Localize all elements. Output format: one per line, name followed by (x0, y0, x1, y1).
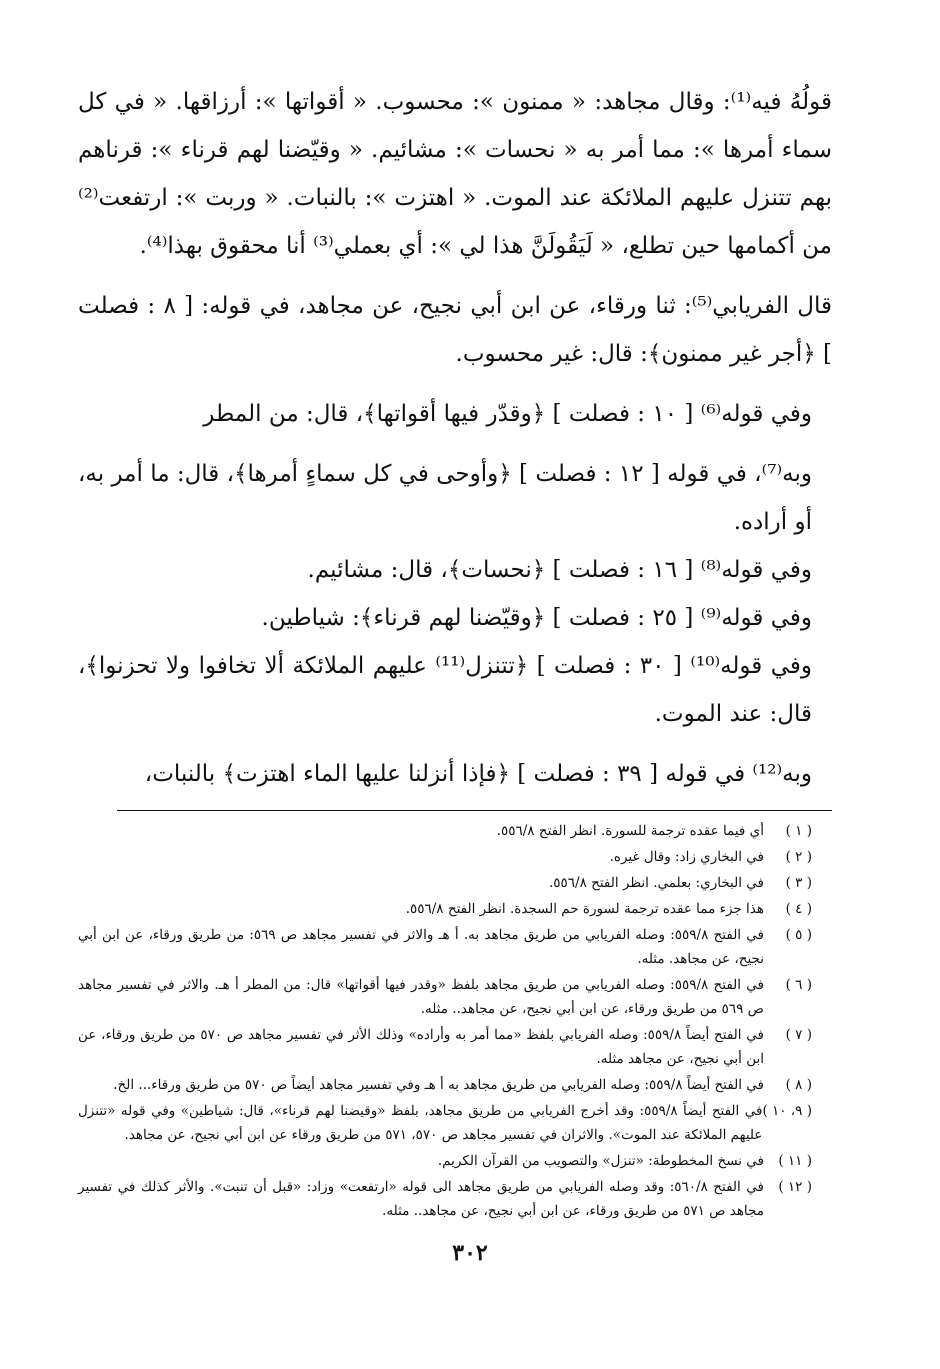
main-text (78, 78, 832, 798)
footnote (78, 923, 812, 971)
footnote-text: في الفتح أيضاً ٥٥٩/٨: وصله الفريابي من طريق مجاهد به أ هـ وفي تفسير مجاهد أيضاً ص ٥٧٠ من طريق ورقاء... الخ. (113, 1077, 764, 1093)
footnote-number: ( ٨ ) (785, 1077, 812, 1093)
footnote-text: في الفتح أيضاً ٥٥٩/٨: وقد أخرج الفريابي من طريق مجاهد، بلفظ «وقيضنا لهم قرناء»، قال: شياطين» وفي قوله «تتنزل عليهم الملائكة عند الموت». والاثران في تفسير مجاهد ص ٥٧٠، ٥٧١ من طريق ورقاء عن ابن أبي نجيح، عن مجاهد. (78, 1103, 763, 1143)
footnote-number: ( ١١ ) (778, 1153, 812, 1169)
footnotes (78, 819, 832, 1223)
footnote-number: ( ٩، ١٠ ) (762, 1103, 812, 1119)
footnote-number: ( ٢ ) (785, 849, 812, 865)
paragraph-2: قال الفريابي⁽⁵⁾: ثنا ورقاء، عن ابن أبي نجيح، عن مجاهد، في قوله: [ ٨ : فصلت ] ﴿أجر غير ممنون﴾: قال: غير محسوب. (78, 293, 832, 367)
footnote (78, 845, 812, 869)
footnote-number: ( ٦ ) (785, 977, 812, 993)
footnote-number: ( ٥ ) (785, 927, 812, 943)
footnote-text: هذا جزء مما عقده ترجمة لسورة حم السجدة. انظر الفتح ٥٥٦/٨. (405, 901, 764, 917)
footnote-text: في الفتح ٥٥٩/٨: وصله الفريابي من طريق مجاهد بلفظ «وقدر فيها أقواتها» قال: من المطر أ هـ. والاثر في تفسير مجاهد ص ٥٦٩ من طريق ورقاء، عن ابن أبي نجيح، عن مجاهد.. مثله. (78, 977, 764, 1017)
footnote (78, 1149, 812, 1173)
paragraph-4: وبه⁽⁷⁾، في قوله [ ١٢ : فصلت ] ﴿وأوحى في كل سماءٍ أمرها﴾، قال: ما أمر به، أو أراده. (78, 461, 812, 535)
paragraph-5: وفي قوله⁽⁸⁾ [ ١٦ : فصلت ] ﴿نحسات﴾، قال: مشائيم. (307, 557, 812, 583)
paragraph-8: وبه⁽¹²⁾ في قوله [ ٣٩ : فصلت ] ﴿فإذا أنزلنا عليها الماء اهتزت﴾ بالنبات، (144, 761, 812, 787)
footnote-number: ( ٧ ) (785, 1027, 812, 1043)
paragraph-3: وفي قوله⁽⁶⁾ [ ١٠ : فصلت ] ﴿وقدّر فيها أقواتها﴾، قال: من المطر (203, 401, 812, 427)
footnote-divider (117, 810, 832, 811)
footnote (78, 973, 812, 1021)
footnote-text: في الفتح ٥٦٠/٨: وقد وصله الفريابي من طريق مجاهد الى قوله «ارتفعت» وزاد: «قبل أن تنبت». والأثر كذلك في تفسير مجاهد ص ٥٧١ من طريق ورقاء، عن ابن أبي نجيح، عن مجاهد.. مثله. (78, 1179, 764, 1219)
footnote (78, 1073, 812, 1097)
footnote (78, 897, 812, 921)
footnote-text: في البخاري زاد: وقال غيره. (609, 849, 764, 865)
paragraph-1: قولُهُ فيه⁽¹⁾: وقال مجاهد: « ممنون »: محسوب. « أقواتها »: أرزاقها. « في كل سماء أمرها »: مما أمر به « نحسات »: مشائيم. « وقيّضنا لهم قرناء »: قرناهم بهم تتنزل عليهم الملائكة عند الموت. « اهتزت »: بالنبات. « وربت »: ارتفعت⁽²⁾ من أكمامها حين تطلع، « لَيَقُولَنَّ هذا لي »: أي بعملي⁽³⁾ أنا محقوق بهذا⁽⁴⁾. (78, 89, 832, 259)
footnote-number: ( ٤ ) (785, 901, 812, 917)
paragraph-7: وفي قوله⁽¹⁰⁾ [ ٣٠ : فصلت ] ﴿تتنزل⁽¹¹⁾ عليهم الملائكة ألا تخافوا ولا تحزنوا﴾، قال: عند الموت. (78, 653, 812, 727)
footnote-text: في البخاري: بعلمي. انظر الفتح ٥٥٦/٨. (548, 875, 764, 891)
footnote (78, 1099, 812, 1147)
footnote-text: أي فيما عقده ترجمة للسورة. انظر الفتح ٥٥٦/٨. (496, 823, 764, 839)
footnote (78, 819, 812, 843)
footnote-number: ( ١ ) (785, 823, 812, 839)
footnote-number: ( ٣ ) (785, 875, 812, 891)
footnote-text: في الفتح ٥٥٩/٨: وصله الفريابي من طريق مجاهد به. أ هـ والاثر في تفسير مجاهد ص ٥٦٩: من طريق ورقاء، عن ابن أبي نجيح، عن مجاهد. مثله. (78, 927, 764, 967)
footnote (78, 871, 812, 895)
footnote (78, 1023, 812, 1071)
footnote-text: في نسخ المخطوطة: «تنزل» والتصويب من القرآن الكريم. (437, 1153, 764, 1169)
footnote-text: في الفتح أيضاً ٥٥٩/٨: وصله الفريابي بلفظ «مما أمر به وأراده» وذلك الأثر في تفسير مجاهد ص ٥٧٠ من طريق ورقاء، عن ابن أبي نجيح، عن مجاهد مثله. (78, 1027, 764, 1067)
page-number: ٣٠٢ (452, 1240, 488, 1266)
footnote-number: ( ١٢ ) (778, 1179, 812, 1195)
footnote (78, 1175, 812, 1223)
paragraph-6: وفي قوله⁽⁹⁾ [ ٢٥ : فصلت ] ﴿وقيّضنا لهم قرناء﴾: شياطين. (261, 605, 812, 631)
